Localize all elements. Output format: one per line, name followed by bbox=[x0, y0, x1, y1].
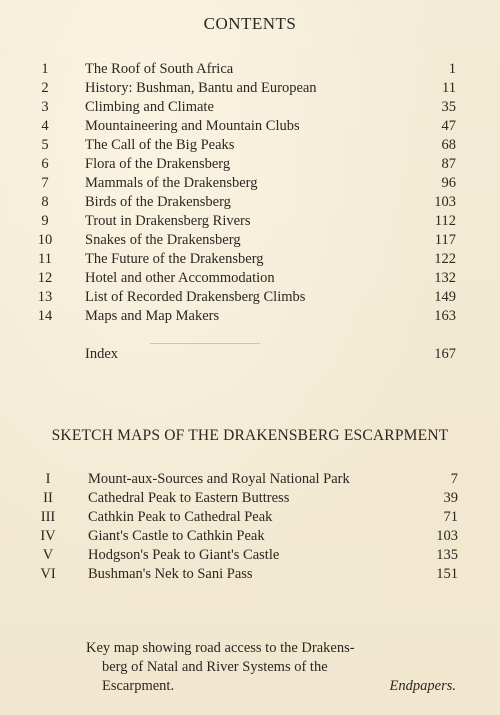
map-row bbox=[0, 508, 500, 527]
key-map-line: Key map showing road access to the Drakens- bbox=[86, 640, 355, 656]
contents-row bbox=[0, 79, 500, 98]
chapter-title: History: Bushman, Bantu and European bbox=[85, 80, 317, 96]
chapter-page: 47 bbox=[441, 118, 456, 134]
chapter-title: Snakes of the Drakensberg bbox=[85, 232, 241, 248]
key-map-location: Endpapers. bbox=[389, 678, 456, 694]
chapter-title: Trout in Drakensberg Rivers bbox=[85, 213, 251, 229]
chapter-number: 9 bbox=[41, 213, 49, 229]
map-row bbox=[0, 546, 500, 565]
divider bbox=[150, 343, 260, 344]
map-title: Mount-aux-Sources and Royal National Park bbox=[88, 471, 350, 487]
map-number: III bbox=[40, 509, 56, 525]
contents-row bbox=[0, 269, 500, 288]
key-map-note bbox=[86, 639, 456, 696]
map-page: 7 bbox=[450, 471, 458, 487]
chapter-page: 132 bbox=[434, 270, 456, 286]
chapter-title: List of Recorded Drakensberg Climbs bbox=[85, 289, 306, 305]
map-number: V bbox=[42, 547, 54, 563]
chapter-number: 13 bbox=[37, 289, 53, 305]
map-number: II bbox=[43, 490, 53, 506]
map-title: Bushman's Nek to Sani Pass bbox=[88, 566, 253, 582]
chapter-page: 68 bbox=[441, 137, 456, 153]
chapter-number: 14 bbox=[37, 308, 53, 324]
chapter-title: The Call of the Big Peaks bbox=[85, 137, 235, 153]
map-row bbox=[0, 565, 500, 584]
chapter-title: Hotel and other Accommodation bbox=[85, 270, 275, 286]
contents-heading: CONTENTS bbox=[203, 14, 297, 33]
map-row bbox=[0, 470, 500, 489]
chapter-number: 12 bbox=[37, 270, 53, 286]
chapter-page: 117 bbox=[434, 232, 456, 248]
contents-row bbox=[0, 60, 500, 79]
chapter-page: 87 bbox=[441, 156, 456, 172]
contents-row bbox=[0, 117, 500, 136]
index-label: Index bbox=[85, 346, 119, 362]
chapter-number: 2 bbox=[41, 80, 49, 96]
chapter-page: 35 bbox=[441, 99, 456, 115]
contents-row bbox=[0, 212, 500, 231]
map-number: VI bbox=[40, 566, 56, 582]
chapter-page: 103 bbox=[434, 194, 456, 210]
contents-row bbox=[0, 231, 500, 250]
chapter-page: 163 bbox=[434, 308, 456, 324]
chapter-number: 3 bbox=[41, 99, 49, 115]
map-number: I bbox=[45, 471, 51, 487]
chapter-page: 96 bbox=[441, 175, 456, 191]
chapter-number: 8 bbox=[41, 194, 49, 210]
map-title: Cathedral Peak to Eastern Buttress bbox=[88, 490, 290, 506]
chapter-number: 7 bbox=[41, 175, 49, 191]
map-page: 135 bbox=[436, 547, 458, 563]
index-page: 167 bbox=[434, 346, 456, 362]
map-row bbox=[0, 489, 500, 508]
contents-row bbox=[0, 193, 500, 212]
chapter-number: 4 bbox=[41, 118, 49, 134]
map-title: Giant's Castle to Cathkin Peak bbox=[88, 528, 265, 544]
map-title: Cathkin Peak to Cathedral Peak bbox=[88, 509, 273, 525]
chapter-number: 1 bbox=[41, 61, 49, 77]
chapter-page: 122 bbox=[434, 251, 456, 267]
key-map-line: Escarpment. bbox=[102, 678, 175, 694]
chapter-number: 5 bbox=[41, 137, 49, 153]
contents-row bbox=[0, 288, 500, 307]
map-page: 151 bbox=[436, 566, 458, 582]
key-map-line-last bbox=[86, 677, 456, 696]
chapter-title: Flora of the Drakensberg bbox=[85, 156, 231, 172]
map-number: IV bbox=[40, 528, 56, 544]
chapter-title: Birds of the Drakensberg bbox=[85, 194, 231, 210]
map-title: Hodgson's Peak to Giant's Castle bbox=[88, 547, 280, 563]
map-page: 39 bbox=[443, 490, 458, 506]
chapter-title: The Roof of South Africa bbox=[85, 61, 234, 77]
chapter-title: Mountaineering and Mountain Clubs bbox=[85, 118, 300, 134]
chapter-page: 112 bbox=[434, 213, 456, 229]
map-page: 103 bbox=[436, 528, 458, 544]
contents-row bbox=[0, 98, 500, 117]
contents-row bbox=[0, 307, 500, 326]
chapter-title: Climbing and Climate bbox=[85, 99, 214, 115]
contents-row bbox=[0, 250, 500, 269]
chapter-number: 11 bbox=[38, 251, 52, 267]
chapter-page: 149 bbox=[434, 289, 456, 305]
chapter-title: The Future of the Drakensberg bbox=[85, 251, 264, 267]
map-row bbox=[0, 527, 500, 546]
contents-row bbox=[0, 136, 500, 155]
chapter-number: 6 bbox=[41, 156, 49, 172]
sketch-maps-heading: SKETCH MAPS OF THE DRAKENSBERG ESCARPMENT bbox=[51, 427, 449, 444]
chapter-page: 1 bbox=[448, 61, 456, 77]
key-map-line: berg of Natal and River Systems of the bbox=[102, 659, 328, 675]
chapter-title: Mammals of the Drakensberg bbox=[85, 175, 258, 191]
map-page: 71 bbox=[443, 509, 458, 525]
chapter-page: 11 bbox=[442, 80, 456, 96]
contents-row bbox=[0, 174, 500, 193]
index-row bbox=[0, 345, 500, 364]
chapter-number: 10 bbox=[37, 232, 53, 248]
contents-row bbox=[0, 155, 500, 174]
chapter-title: Maps and Map Makers bbox=[85, 308, 220, 324]
